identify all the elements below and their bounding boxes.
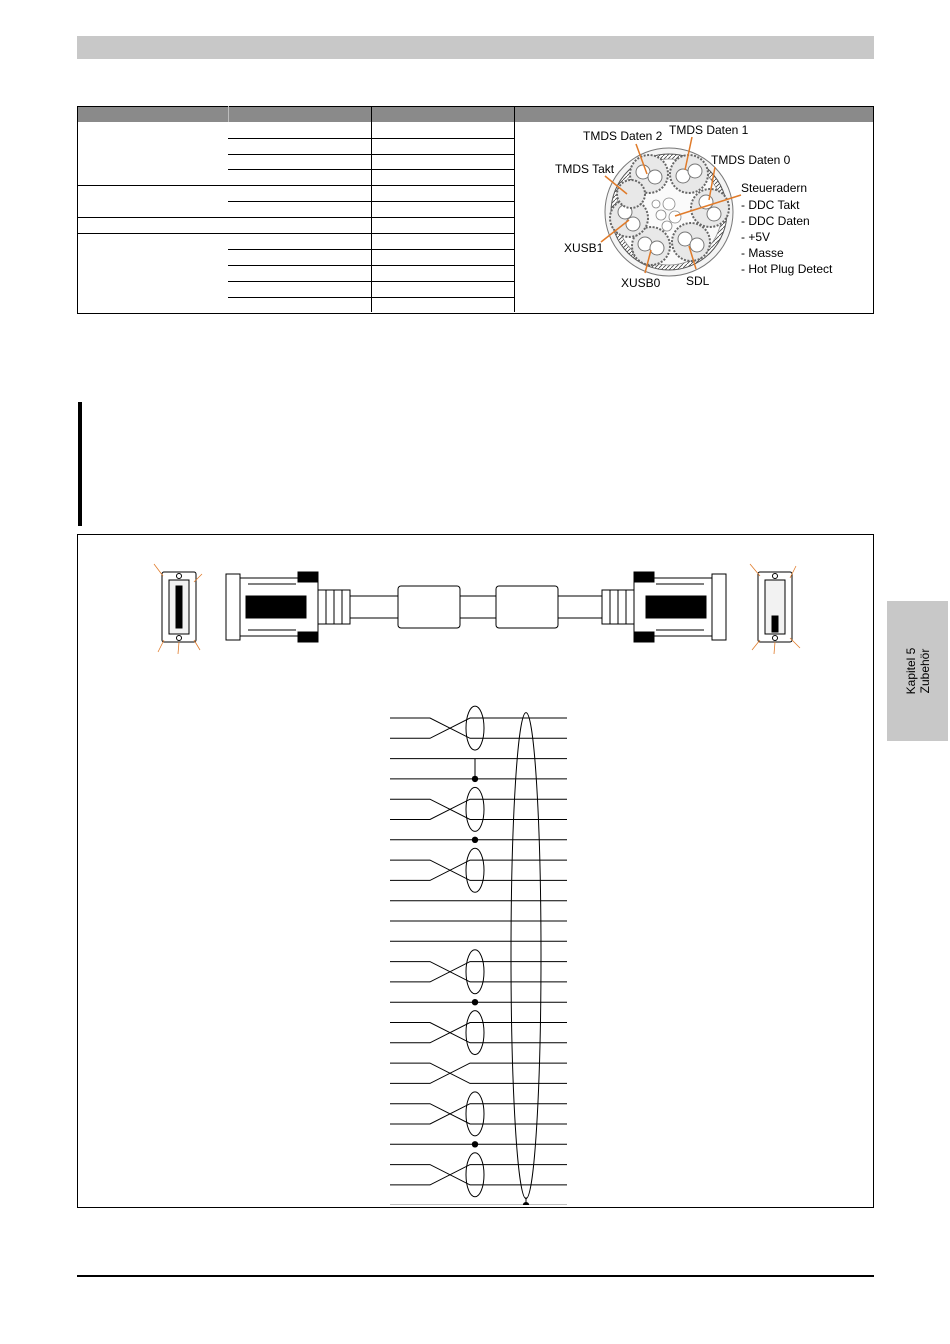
wiring-schematic	[380, 705, 580, 1205]
pair-shield	[466, 1153, 484, 1197]
left-plug-body	[226, 572, 350, 642]
twisted-wire	[390, 799, 567, 819]
pair-shield	[466, 1011, 484, 1055]
pair-shield	[466, 1092, 484, 1136]
row-divider	[228, 138, 515, 139]
twisted-wire	[390, 1165, 567, 1185]
label-plus-5v: - +5V	[741, 230, 771, 244]
label-masse: - Masse	[741, 246, 784, 260]
junction-dot	[472, 776, 478, 782]
pair-shield	[466, 706, 484, 750]
pair-sdl	[672, 223, 710, 261]
pair-tmds-daten-1	[670, 155, 708, 193]
twisted-wire	[390, 718, 567, 738]
label-ddc-daten: - DDC Daten	[741, 214, 810, 228]
twisted-wire	[390, 1165, 567, 1185]
twisted-wire	[390, 799, 567, 819]
label-xusb0: XUSB0	[621, 276, 661, 290]
twisted-wire	[390, 718, 567, 738]
right-connector-face	[750, 564, 800, 654]
row-divider	[228, 281, 515, 282]
junction-dot	[472, 999, 478, 1005]
chapter-tab-number: Kapitel 5	[903, 647, 918, 695]
label-tmds-takt: TMDS Takt	[555, 162, 615, 176]
section-marker-bar	[78, 402, 82, 526]
cable-assembly-drawing	[150, 560, 810, 655]
junction-dot	[472, 837, 478, 843]
chapter-tab[interactable]	[887, 601, 948, 741]
left-connector-face	[154, 564, 202, 654]
pair-shield	[466, 787, 484, 831]
row-divider	[77, 217, 515, 218]
pair-shield	[466, 950, 484, 994]
row-divider	[228, 201, 515, 202]
row-divider	[228, 249, 515, 250]
label-tmds-daten-0: TMDS Daten 0	[711, 153, 791, 167]
junction-dot	[472, 1141, 478, 1147]
row-divider	[77, 185, 515, 186]
row-divider	[228, 297, 515, 298]
junction-dot	[523, 1202, 529, 1205]
label-hot-plug-detect: - Hot Plug Detect	[741, 262, 833, 276]
label-sdl: SDL	[686, 274, 710, 288]
row-divider	[77, 233, 515, 234]
cable-segments	[350, 586, 602, 628]
footer-rule	[77, 1275, 874, 1277]
label-ddc-takt: - DDC Takt	[741, 198, 800, 212]
col-divider	[228, 106, 229, 122]
right-plug-body	[602, 572, 726, 642]
twisted-wire	[390, 1104, 567, 1124]
pair-shield	[466, 848, 484, 892]
row-divider	[228, 265, 515, 266]
label-tmds-daten-2: TMDS Daten 2	[583, 129, 663, 143]
chapter-tab-title: Zubehör	[917, 648, 932, 694]
label-steueradern: Steueradern	[741, 181, 808, 195]
chapter-tab-text	[904, 648, 932, 695]
pair-tmds-takt	[617, 180, 645, 208]
cable-cross-section	[515, 120, 871, 312]
twisted-wire	[390, 1063, 567, 1083]
twisted-wire	[390, 1063, 567, 1083]
overall-shield	[511, 713, 541, 1199]
row-divider	[228, 154, 515, 155]
row-divider	[228, 169, 515, 170]
label-tmds-daten-1: TMDS Daten 1	[669, 123, 749, 137]
twisted-wire	[390, 1104, 567, 1124]
page-header-bar	[77, 36, 874, 59]
label-xusb1: XUSB1	[564, 241, 604, 255]
